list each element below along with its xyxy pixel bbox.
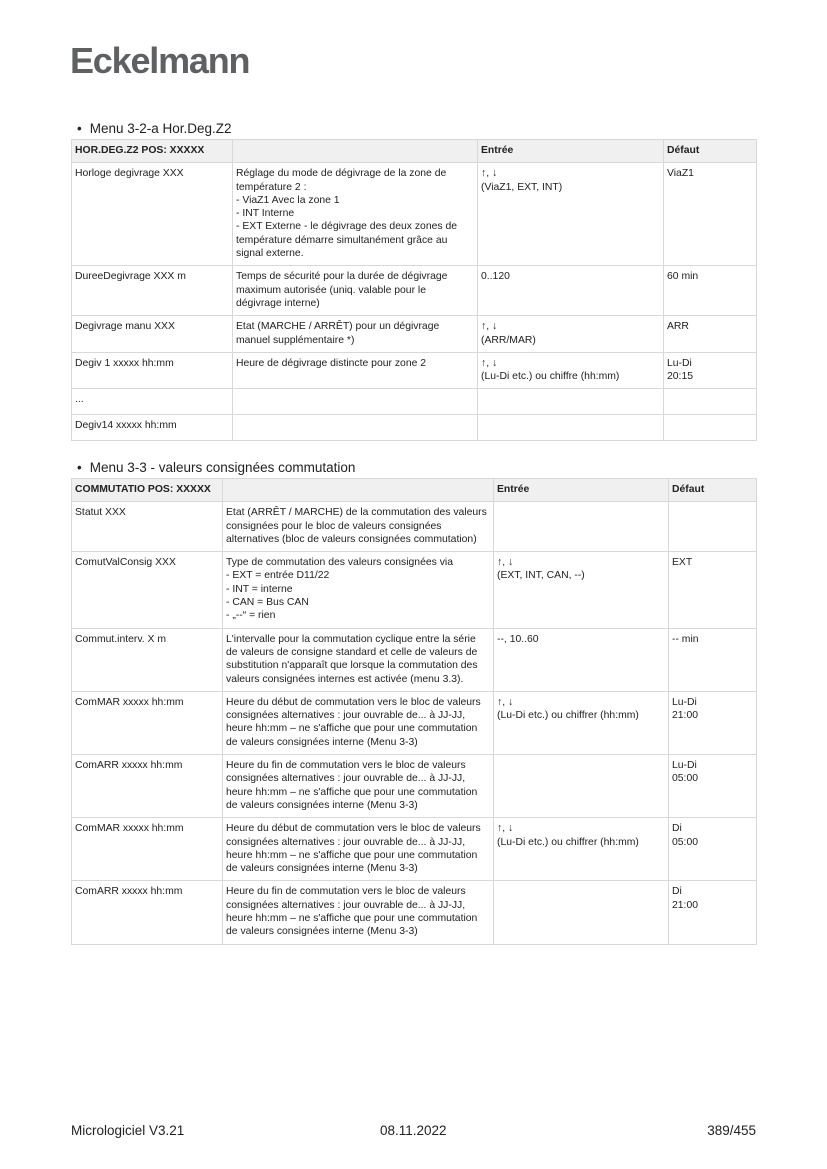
parameter-cell: Degivrage manu XXX bbox=[72, 316, 233, 353]
input-cell-line: (Lu-Di etc.) ou chiffrer (hh:mm) bbox=[497, 836, 639, 848]
parameter-table-hor-deg-z2 bbox=[71, 139, 757, 441]
input-cell-line: ↑, ↓ bbox=[497, 696, 514, 708]
column-header-input: Entrée bbox=[494, 479, 669, 502]
default-cell bbox=[664, 352, 757, 389]
parameter-cell: Statut XXX bbox=[72, 502, 223, 552]
section-title-text: Menu 3-2-a Hor.Deg.Z2 bbox=[89, 121, 232, 136]
default-cell-line: 60 min bbox=[667, 271, 699, 283]
input-cell bbox=[478, 352, 664, 389]
default-cell bbox=[664, 163, 757, 266]
default-cell-line: 05:00 bbox=[672, 836, 699, 848]
default-cell-line: ViaZ1 bbox=[667, 168, 694, 180]
table-row bbox=[72, 415, 757, 441]
table-row bbox=[72, 502, 757, 552]
table-header-row bbox=[72, 479, 757, 502]
description-cell bbox=[233, 163, 478, 266]
parameter-cell: Horloge degivrage XXX bbox=[72, 163, 233, 266]
default-cell-line: 21:00 bbox=[672, 899, 699, 911]
input-cell-line: ↑, ↓ bbox=[481, 168, 498, 180]
default-cell-line: -- min bbox=[672, 633, 699, 645]
input-cell-line: ↑, ↓ bbox=[497, 557, 514, 569]
input-cell-line: --, 10..60 bbox=[497, 633, 539, 645]
input-cell bbox=[494, 628, 669, 691]
description-cell-line: Heure du début de commutation vers le bloc de valeurs consignées alternatives : jour ouvrable de... à JJ-JJ, heure hh:mm – ne s'affiche que pour une commutation de valeurs consignées interne (Menu 3-3) bbox=[226, 696, 484, 748]
default-cell bbox=[669, 628, 757, 691]
company-logo: Eckelmann bbox=[70, 40, 250, 81]
default-cell-line: Di bbox=[672, 823, 682, 835]
table-row bbox=[72, 266, 757, 316]
description-cell bbox=[233, 389, 478, 415]
table-header-row bbox=[72, 140, 757, 163]
description-cell-line: - INT = interne bbox=[226, 583, 293, 595]
default-cell-line: 05:00 bbox=[672, 773, 699, 785]
parameter-cell: ... bbox=[72, 389, 233, 415]
description-cell-line: - EXT = entrée D11/22 bbox=[226, 570, 330, 582]
input-cell-line: ↑, ↓ bbox=[497, 823, 514, 835]
parameter-table-commutation bbox=[71, 478, 757, 945]
bullet: • bbox=[77, 460, 82, 475]
description-cell-line: Etat (MARCHE / ARRÊT) pour un dégivrage manuel supplémentaire *) bbox=[236, 321, 443, 346]
table-row bbox=[72, 389, 757, 415]
description-cell-line: - „--“ = rien bbox=[226, 610, 276, 622]
parameter-cell: ComMAR xxxxx hh:mm bbox=[72, 691, 223, 754]
default-cell-line: 21:00 bbox=[672, 710, 699, 722]
description-cell-line: Heure du fin de commutation vers le bloc de valeurs consignées alternatives : jour ouvrable de... à JJ-JJ, heure hh:mm – ne s'affiche que pour une commutation de valeurs consignées interne (Menu 3-3) bbox=[226, 886, 481, 938]
input-cell bbox=[478, 415, 664, 441]
parameter-cell: Degiv 1 xxxxx hh:mm bbox=[72, 352, 233, 389]
input-cell-line: (Lu-Di etc.) ou chiffre (hh:mm) bbox=[481, 371, 620, 383]
description-cell-line: Heure du début de commutation vers le bloc de valeurs consignées alternatives : jour ouvrable de... à JJ-JJ, heure hh:mm – ne s'affiche que pour une commutation de valeurs consignées interne (Menu 3-3) bbox=[226, 823, 484, 875]
description-cell-line: Réglage du mode de dégivrage de la zone de température 2 : bbox=[236, 168, 450, 193]
default-cell bbox=[669, 502, 757, 552]
default-cell bbox=[669, 881, 757, 944]
input-cell-line: (EXT, INT, CAN, --) bbox=[497, 570, 585, 582]
default-cell-line: 20:15 bbox=[667, 371, 694, 383]
description-cell bbox=[223, 552, 494, 628]
input-cell-line: 0..120 bbox=[481, 271, 510, 283]
description-cell-line: Temps de sécurité pour la durée de dégivrage maximum autorisée (uniq. valable pour le dégivrage interne) bbox=[236, 271, 451, 309]
description-cell bbox=[233, 415, 478, 441]
description-cell bbox=[223, 818, 494, 881]
description-cell-line: - EXT Externe - le dégivrage des deux zones de température démarre simultanément grâce au signal externe. bbox=[236, 221, 460, 260]
input-cell bbox=[494, 691, 669, 754]
description-cell bbox=[223, 691, 494, 754]
description-cell-line: Heure du fin de commutation vers le bloc de valeurs consignées alternatives : jour ouvrable de... à JJ-JJ, heure hh:mm – ne s'affiche que pour une commutation de valeurs consignées interne (Menu 3-3) bbox=[226, 760, 481, 811]
section-title-menu-3-2-a bbox=[77, 121, 232, 136]
input-cell bbox=[494, 818, 669, 881]
description-cell bbox=[223, 628, 494, 691]
default-cell bbox=[664, 389, 757, 415]
description-cell bbox=[233, 352, 478, 389]
input-cell bbox=[494, 881, 669, 944]
column-header-description bbox=[223, 479, 494, 502]
bullet: • bbox=[77, 121, 82, 136]
description-cell-line: - ViaZ1 Avec la zone 1 bbox=[236, 194, 340, 206]
input-cell bbox=[478, 266, 664, 316]
input-cell bbox=[478, 316, 664, 353]
default-cell-line: EXT bbox=[672, 557, 693, 569]
table-row bbox=[72, 755, 757, 818]
default-cell-line: Di bbox=[672, 886, 682, 898]
input-cell bbox=[494, 552, 669, 628]
parameter-cell: ComARR xxxxx hh:mm bbox=[72, 755, 223, 818]
description-cell bbox=[233, 266, 478, 316]
description-cell bbox=[223, 502, 494, 552]
default-cell-line: ARR bbox=[667, 321, 689, 333]
input-cell bbox=[478, 163, 664, 266]
default-cell bbox=[664, 266, 757, 316]
input-cell-line: (ARR/MAR) bbox=[481, 334, 536, 346]
description-cell-line: - CAN = Bus CAN bbox=[226, 597, 309, 609]
description-cell bbox=[223, 755, 494, 818]
input-cell-line: ↑, ↓ bbox=[481, 357, 498, 369]
input-cell-line: (ViaZ1, EXT, INT) bbox=[481, 181, 563, 193]
footer-date: 08.11.2022 bbox=[380, 1123, 447, 1138]
parameter-cell: ComMAR xxxxx hh:mm bbox=[72, 818, 223, 881]
default-cell-line: Lu-Di bbox=[672, 760, 697, 772]
parameter-cell: DureeDegivrage XXX m bbox=[72, 266, 233, 316]
default-cell-line: Lu-Di bbox=[672, 696, 697, 708]
default-cell bbox=[669, 691, 757, 754]
column-header-param: HOR.DEG.Z2 POS: XXXXX bbox=[72, 140, 233, 163]
input-cell bbox=[494, 755, 669, 818]
description-cell-line: Type de commutation des valeurs consignées via bbox=[226, 557, 453, 569]
column-header-param: COMMUTATIO POS: XXXXX bbox=[72, 479, 223, 502]
parameter-cell: Commut.interv. X m bbox=[72, 628, 223, 691]
table-row bbox=[72, 818, 757, 881]
table-row bbox=[72, 316, 757, 353]
input-cell bbox=[494, 502, 669, 552]
table-row bbox=[72, 552, 757, 628]
parameter-cell: Degiv14 xxxxx hh:mm bbox=[72, 415, 233, 441]
input-cell-line: ↑, ↓ bbox=[481, 321, 498, 333]
default-cell bbox=[664, 316, 757, 353]
footer-firmware-version: Micrologiciel V3.21 bbox=[71, 1123, 185, 1138]
default-cell bbox=[669, 552, 757, 628]
parameter-cell: ComutValConsig XXX bbox=[72, 552, 223, 628]
column-header-input: Entrée bbox=[478, 140, 664, 163]
input-cell-line: (Lu-Di etc.) ou chiffrer (hh:mm) bbox=[497, 710, 639, 722]
description-cell-line: - INT Interne bbox=[236, 208, 295, 220]
default-cell bbox=[669, 755, 757, 818]
table-row bbox=[72, 163, 757, 266]
section-title-text: Menu 3-3 - valeurs consignées commutation bbox=[89, 460, 356, 475]
table-row bbox=[72, 352, 757, 389]
footer-page-number: 389/455 bbox=[707, 1123, 756, 1138]
description-cell-line: Heure de dégivrage distincte pour zone 2 bbox=[236, 357, 427, 369]
column-header-default: Défaut bbox=[664, 140, 757, 163]
parameter-cell: ComARR xxxxx hh:mm bbox=[72, 881, 223, 944]
table-row bbox=[72, 691, 757, 754]
default-cell-line: Lu-Di bbox=[667, 357, 692, 369]
description-cell-line: Etat (ARRÊT / MARCHE) de la commutation des valeurs consignées pour le bloc de valeurs consignées alternatives (bloc de valeurs consignées commutation) bbox=[226, 507, 490, 545]
description-cell-line: L'intervalle pour la commutation cyclique entre la série de valeurs de consigne standard et celle de valeurs de substitution n'apparaît que lorsque la commutation des valeurs consignées internes est activée (menu 3.3). bbox=[226, 633, 481, 685]
description-cell bbox=[233, 316, 478, 353]
section-title-menu-3-3 bbox=[77, 460, 355, 475]
column-header-description bbox=[233, 140, 478, 163]
description-cell bbox=[223, 881, 494, 944]
input-cell bbox=[478, 389, 664, 415]
table-row bbox=[72, 881, 757, 944]
default-cell bbox=[664, 415, 757, 441]
column-header-default: Défaut bbox=[669, 479, 757, 502]
table-row bbox=[72, 628, 757, 691]
default-cell bbox=[669, 818, 757, 881]
